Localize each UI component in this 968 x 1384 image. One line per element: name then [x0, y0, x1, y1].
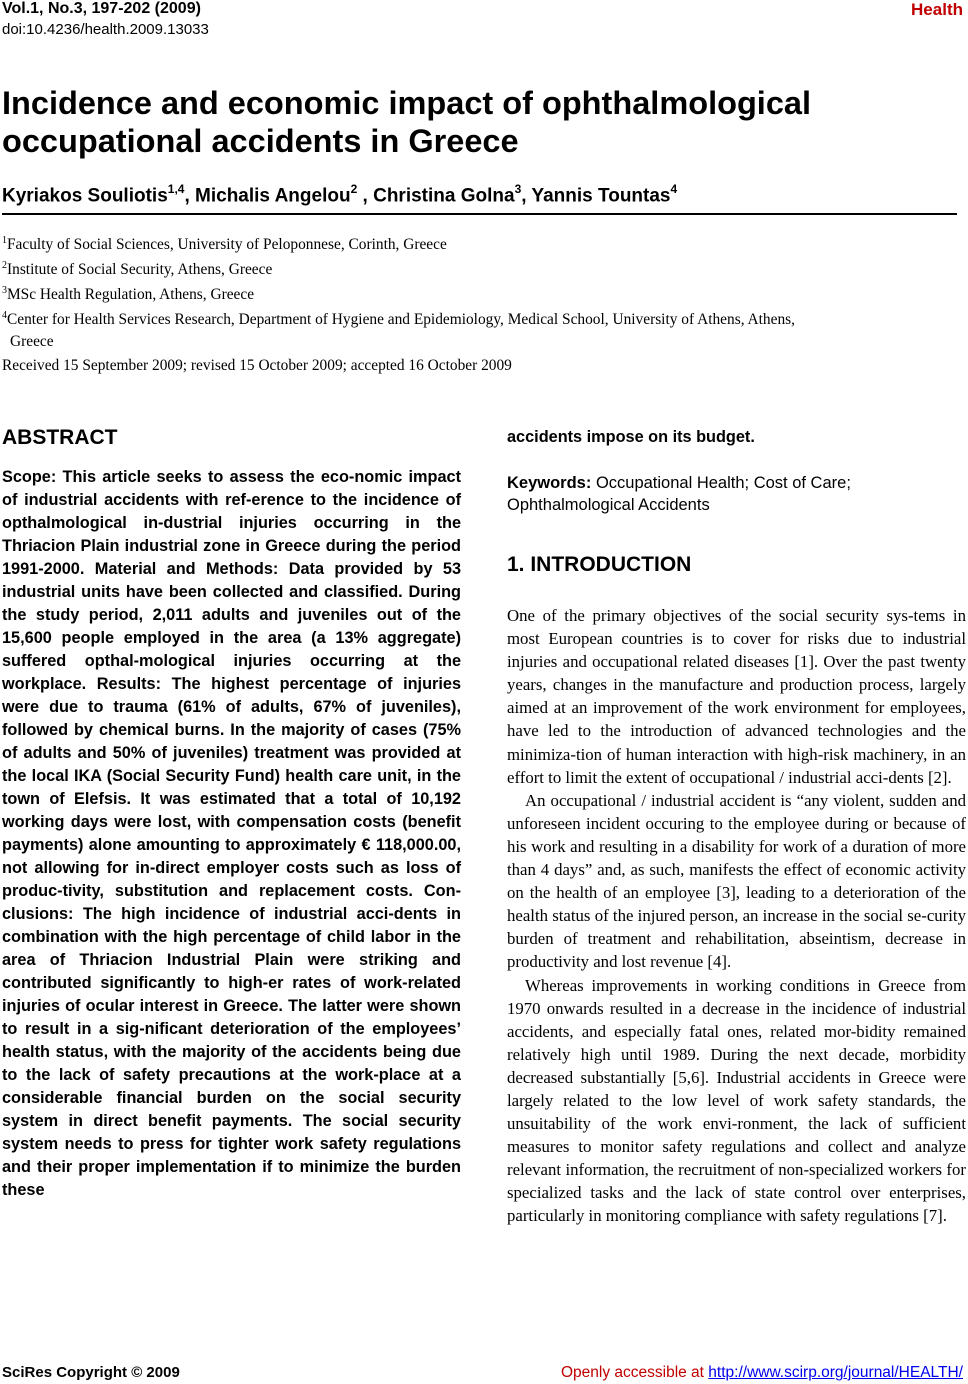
keywords — [507, 472, 966, 516]
right-column — [507, 426, 966, 1228]
author-name: Yannis Tountas — [531, 185, 671, 207]
author-separator: , — [357, 185, 374, 207]
journal-link[interactable]: http://www.scirp.org/journal/HEALTH/ — [708, 1364, 963, 1381]
author-name: Michalis Angelou — [195, 185, 351, 207]
author-separator: , — [184, 185, 196, 207]
affiliation-number: 2 — [2, 260, 7, 272]
affiliation-continuation: Greece — [10, 332, 54, 350]
footer-access — [561, 1364, 963, 1382]
affiliation-item — [2, 255, 947, 280]
keywords-text: Occupational Health; Cost of Care; Ophthalmological Accidents — [507, 474, 851, 514]
affiliation-number: 4 — [2, 310, 7, 322]
abstract-heading: ABSTRACT — [2, 426, 118, 449]
abstract-column — [2, 426, 461, 1202]
received-dates: Received 15 September 2009; revised 15 October 2009; accepted 16 October 2009 — [2, 357, 512, 374]
paragraph: An occupational / industrial accident is “any violent, sudden and unforeseen incident occuring to the employee during or because of his work and resulting in a disability for work of a duration of more than 4 days” and, as such, manifests the effect of economic activity on the health of an employee [3], leading to a deterioration of the health status of the injured person, an increase in the social se-curity burden of treatment and rehabilitation, abseintism, decrease in productivity and lost revenue [4]. — [507, 790, 966, 972]
author-affiliation-mark: 4 — [670, 182, 678, 196]
author-name: Kyriakos Souliotis — [2, 185, 168, 207]
author-list — [2, 183, 677, 207]
affiliation-item — [2, 230, 947, 255]
affiliation-item — [2, 305, 947, 330]
affiliation-text: Center for Health Services Research, Department of Hygiene and Epidemiology, Medical School, University of Athens, Athens, — [7, 311, 795, 329]
author-affiliation-mark: 1,4 — [167, 182, 185, 196]
author-name: Christina Golna — [373, 185, 515, 207]
journal-name: Health — [911, 0, 963, 19]
affiliation-text: MSc Health Regulation, Athens, Greece — [7, 286, 255, 304]
header-rule — [2, 213, 957, 215]
abstract-text: Scope: This article seeks to assess the eco-nomic impact of industrial accidents with ref-erence to the incidence of opthalmological in-dustrial injuries occurring in the Thriacion Plain industrial zone in Greece during the period 1991-2000. Material and Methods: Data provided by 53 industrial units have been collected and classified. During the study period, 2,011 adults and juveniles out of the 15,600 people employed in the area (a 13% aggregate) suffered opthal-mological injuries occurring at the workplace. Results: The highest percentage of injuries were due to trauma (61% of adults, 67% of juveniles), followed by chemical burns. In the majority of cases (75% of adults and 50% of juveniles) treatment was provided at the local IKA (Social Security Fund) health care unit, in the town of Elefsis. It was estimated that a total of 10,192 working days were lost, with compensation costs (benefit payments) alone amounting to approximately € 118,000.00, not allowing for in-direct employer costs such as loss of produc-tivity, substitution and replacement costs. Con-clusions: The high incidence of industrial acci-dents in combination with the high percentage of child labor in the area of Thriacion Industrial Plain were striking and contributed significantly to high-er rates of work-related injuries of ocular interest in Greece. The latter were shown to result in a sig-nificant deterioration of the employees’ health status, with the majority of the accidents being due to the lack of safety precautions at the work-place at a considerable financial burden on the social security system in direct benefit payments. The social security system needs to press for tighter work safety regulations and their proper implementation if to minimize the burden these — [2, 468, 461, 1199]
affiliation-text: Institute of Social Security, Athens, Greece — [7, 261, 273, 279]
footer-copyright: SciRes Copyright © 2009 — [2, 1364, 180, 1381]
keywords-label: Keywords: — [507, 474, 592, 492]
affiliation-number: 3 — [2, 285, 7, 297]
author-separator: , — [521, 185, 532, 207]
footer-access-prefix: Openly accessible at — [560, 1364, 709, 1381]
author-affiliation-mark: 3 — [514, 182, 522, 196]
paragraph: One of the primary objectives of the social security sys-tems in most European countries is to cover for risks due to industrial injuries and occupational related diseases [1]. Over the past twenty years, changes in the manufacture and production process, largely aimed at an improvement of the work environment for employees, have led to the introduction of advanced technologies and the minimiza-tion of human interaction with high-risk machinery, in an effort to limit the extent of occupational / industrial acci-dents [2]. — [507, 606, 966, 787]
paragraph: Whereas improvements in working conditions in Greece from 1970 onwards resulted in a decrease in the incidence of industrial accidents, and especially fatal ones, related mor-bidity remained relatively high until 1989. During the next decade, morbidity decreased substantially [5,6]. Industrial accidents in Greece were largely related to the low level of work safety standards, the unsuitability of the work envi-ronment, the lack of sufficient measures to monitor safety regulations and collect and analyze relevant information, the recruitment of non-specialized workers for specialized tasks and the lack of state control over enterprises, particularly in monitoring compliance with safety regulations [7]. — [507, 975, 966, 1226]
author-affiliation-mark: 2 — [350, 182, 358, 196]
introduction-body — [507, 604, 966, 1228]
affiliation-item — [2, 280, 947, 305]
affiliations — [2, 230, 947, 352]
section-heading-introduction: 1. INTRODUCTION — [507, 553, 692, 576]
abstract-text-continued: accidents impose on its budget. — [507, 428, 755, 446]
article-title: Incidence and economic impact of ophthalmological occupational accidents in Greece — [2, 85, 812, 159]
affiliation-text: Faculty of Social Sciences, University of Peloponnese, Corinth, Greece — [7, 236, 447, 254]
doi: doi:10.4236/health.2009.13033 — [2, 21, 209, 38]
volume-info: Vol.1, No.3, 197-202 (2009) — [2, 0, 201, 17]
affiliation-number: 1 — [2, 235, 7, 246]
